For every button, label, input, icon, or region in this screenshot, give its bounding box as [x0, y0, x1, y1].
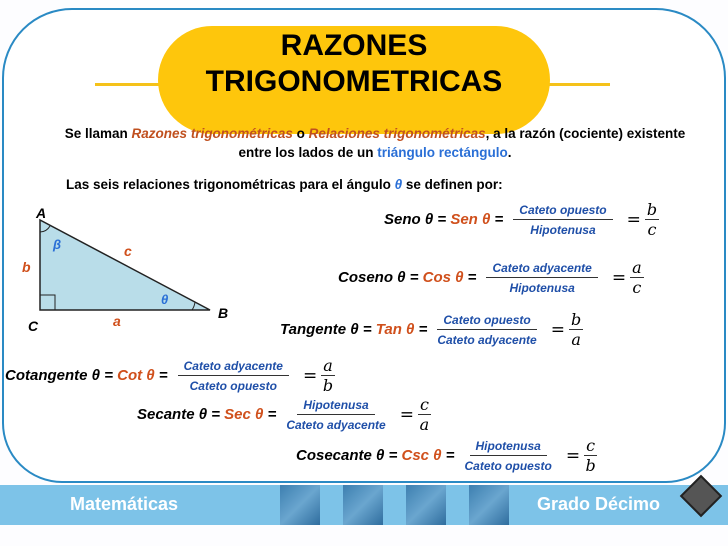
lead-text	[66, 177, 503, 192]
trig-ratio-row	[296, 436, 597, 475]
right-triangle-diagram	[20, 200, 220, 315]
fraction-denominator: Cateto opuesto	[464, 458, 552, 473]
letter-numerator: a	[632, 258, 642, 277]
fraction-denominator: Hipotenusa	[530, 222, 596, 237]
word-fraction	[513, 203, 612, 237]
word-fraction	[437, 313, 536, 347]
vertex-c-label: C	[28, 318, 39, 334]
word-fraction	[286, 398, 385, 432]
intro-p1: Se llaman	[64, 126, 132, 141]
ratio-abbr: Csc θ	[401, 447, 442, 464]
equals-sign: =	[626, 209, 641, 230]
fraction-numerator: Cateto opuesto	[513, 203, 612, 220]
letter-denominator: c	[632, 278, 642, 297]
angle-theta-label: θ	[161, 292, 169, 307]
vertex-a-label: A	[36, 205, 47, 221]
lead-theta: θ	[394, 177, 403, 192]
footer-bar	[0, 485, 728, 525]
equals-sign: =	[550, 319, 565, 340]
ratio-name: Secante θ =	[137, 406, 225, 423]
letter-denominator: b	[322, 376, 334, 395]
trig-ratio-row	[384, 200, 659, 239]
ratio-abbr: Sec θ	[224, 406, 264, 423]
letter-fraction	[569, 310, 583, 349]
side-a-label: a	[113, 313, 121, 329]
word-fraction	[465, 439, 552, 473]
fraction-numerator: Hipotenusa	[470, 439, 547, 456]
ratio-abbr: Cos θ	[422, 269, 464, 286]
classroom-photo-4	[469, 485, 509, 525]
angle-beta-label: β	[53, 237, 62, 252]
ratio-name: Tangente θ =	[280, 321, 376, 338]
ratio-equals: =	[414, 321, 428, 338]
ratio-label	[338, 269, 476, 286]
page-title	[158, 26, 550, 100]
ratio-equals: =	[441, 447, 455, 464]
trig-ratio-row	[137, 395, 431, 434]
intro-text	[60, 124, 690, 162]
classroom-photo-3	[406, 485, 446, 525]
ratio-abbr: Sen θ	[450, 211, 491, 228]
fraction-denominator: Hipotenusa	[509, 280, 575, 295]
fraction-numerator: Cateto opuesto	[437, 313, 536, 330]
classroom-photo-1	[280, 485, 320, 525]
ratio-label	[384, 211, 503, 228]
intro-h2: Relaciones trigonométricas	[308, 126, 486, 141]
letter-numerator: a	[323, 356, 333, 375]
letter-fraction	[645, 200, 659, 239]
intro-p3: , a la razón (cociente) existente entre los lados de un	[238, 126, 686, 160]
letter-fraction	[418, 395, 431, 434]
side-b-label: b	[22, 259, 31, 275]
letter-numerator: c	[586, 436, 596, 455]
ratio-abbr: Tan θ	[375, 321, 415, 338]
ratio-name: Cosecante θ =	[296, 447, 402, 464]
equals-sign: =	[399, 404, 414, 425]
intro-h1: Razones trigonométricas	[131, 126, 293, 141]
lead-pre: Las seis relaciones trigonométricas para el ángulo	[66, 177, 395, 192]
letter-fraction	[630, 258, 644, 297]
ratio-name: Seno θ =	[384, 211, 451, 228]
trig-ratio-row	[338, 258, 644, 297]
ratio-equals: =	[490, 211, 504, 228]
ratio-name: Cotangente θ =	[5, 367, 118, 384]
letter-denominator: c	[647, 220, 657, 239]
ratio-equals: =	[154, 367, 168, 384]
title-line2: TRIGONOMETRICAS	[205, 65, 503, 98]
title-line1: RAZONES	[280, 29, 428, 62]
ratio-label	[137, 406, 276, 423]
letter-numerator: b	[570, 310, 582, 329]
letter-denominator: a	[571, 330, 581, 349]
equals-sign: =	[302, 365, 318, 386]
intro-p4: .	[507, 145, 512, 160]
letter-fraction	[321, 356, 335, 395]
title-line-left	[95, 83, 165, 86]
intro-p2: o	[292, 126, 309, 141]
fraction-numerator: Cateto adyacente	[178, 359, 289, 376]
fraction-numerator: Cateto adyacente	[486, 261, 597, 278]
ratio-label	[5, 367, 168, 384]
side-c-label: c	[124, 243, 132, 259]
word-fraction	[178, 359, 289, 393]
trig-ratio-row	[5, 356, 335, 395]
letter-denominator: a	[419, 415, 430, 434]
fraction-numerator: Hipotenusa	[297, 398, 374, 415]
equals-sign: =	[611, 267, 627, 288]
classroom-photo-2	[343, 485, 383, 525]
trig-ratio-row	[280, 310, 583, 349]
footer-subject: Matemáticas	[70, 494, 179, 514]
title-line-right	[545, 83, 610, 86]
letter-denominator: b	[585, 456, 596, 475]
letter-fraction	[584, 436, 597, 475]
ratio-label	[296, 447, 455, 464]
letter-numerator: c	[419, 395, 429, 414]
letter-numerator: b	[646, 200, 658, 219]
ratio-name: Coseno θ =	[338, 269, 423, 286]
word-fraction	[486, 261, 597, 295]
ratio-equals: =	[263, 406, 277, 423]
fraction-denominator: Cateto opuesto	[189, 378, 277, 393]
footer-grade: Grado Décimo	[537, 494, 661, 514]
equals-sign: =	[565, 445, 581, 466]
ratio-abbr: Cot θ	[117, 367, 155, 384]
fraction-denominator: Cateto adyacente	[286, 417, 386, 432]
ratio-label	[280, 321, 427, 338]
intro-h3: triángulo rectángulo	[377, 145, 508, 160]
ratio-equals: =	[463, 269, 477, 286]
vertex-b-label: B	[218, 305, 229, 321]
fraction-denominator: Cateto adyacente	[437, 332, 537, 347]
lead-post: se definen por:	[402, 177, 503, 192]
